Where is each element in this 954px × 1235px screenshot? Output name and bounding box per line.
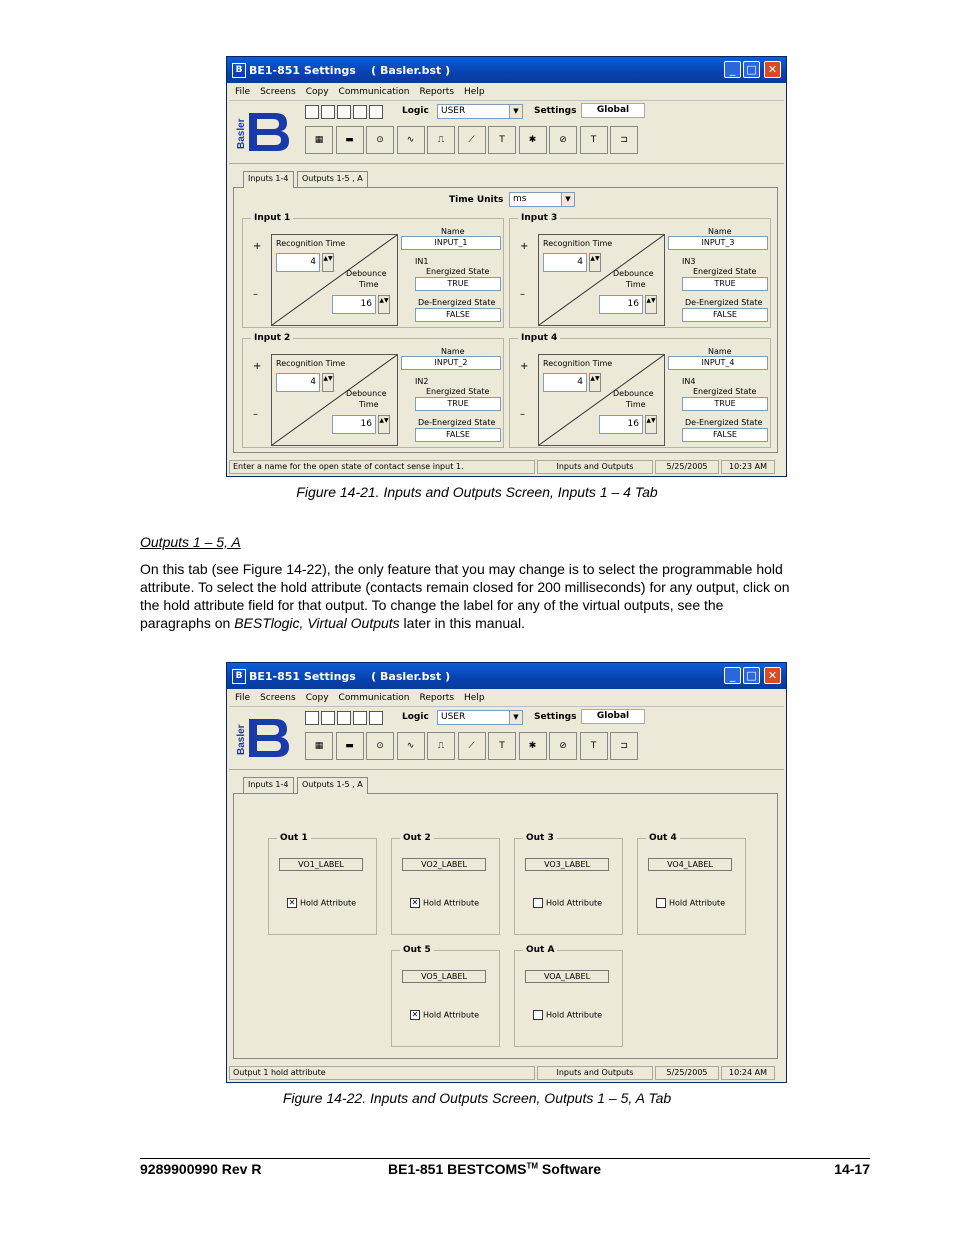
output-label-field: VO3_LABEL <box>525 858 609 871</box>
menu-item-communication[interactable]: Communication <box>338 693 410 703</box>
spin-arrows-icon[interactable]: ▲▼ <box>378 295 390 314</box>
control-icon[interactable]: ⟋ <box>458 126 486 154</box>
reporting-icon[interactable]: ✱ <box>519 126 547 154</box>
basler-logo <box>235 715 293 759</box>
brand-name: Basler <box>236 724 247 755</box>
deenergized-state-field[interactable]: FALSE <box>415 308 501 322</box>
hold-attribute-checkbox[interactable] <box>287 898 356 908</box>
plus-terminal: + <box>520 361 529 372</box>
output-group <box>268 833 377 935</box>
footer-title <box>388 1161 601 1177</box>
name-label: Name <box>708 227 732 236</box>
window-title: BE1-851 Settings ( Basler.bst ) <box>249 64 451 77</box>
hold-attribute-checkbox[interactable] <box>410 898 479 908</box>
status-screen: Inputs and Outputs <box>537 1066 653 1080</box>
debounce-label: Debounce <box>613 269 654 278</box>
input-id-label: IN2 <box>415 377 429 386</box>
deenergized-state-field[interactable]: FALSE <box>682 428 768 442</box>
status-bar <box>229 460 784 474</box>
properties-icon[interactable] <box>369 711 383 725</box>
control-icon[interactable]: ⟋ <box>458 732 486 760</box>
inputs-outputs-icon[interactable]: ⊘ <box>549 126 577 154</box>
status-time: 10:24 AM <box>721 1066 775 1080</box>
output-group-title: Out 4 <box>646 833 680 843</box>
inputs-outputs-icon[interactable]: ⊘ <box>549 732 577 760</box>
input-group <box>509 213 771 328</box>
timers-icon[interactable]: T <box>488 126 516 154</box>
menu-item-screens[interactable]: Screens <box>260 87 296 97</box>
debounce-time-value[interactable]: 16 <box>332 415 376 434</box>
window-title: BE1-851 Settings ( Basler.bst ) <box>249 670 451 683</box>
recognition-time-spinner[interactable] <box>543 373 601 392</box>
paragraph-line <box>140 614 870 632</box>
output-group-title: Out 2 <box>400 833 434 843</box>
debounce-label: Debounce <box>346 269 387 278</box>
checkbox-box-icon[interactable] <box>533 898 543 908</box>
save-icon[interactable] <box>337 105 351 119</box>
basler-b-mark <box>249 719 289 757</box>
status-message: Output 1 hold attribute <box>229 1066 535 1080</box>
hold-attribute-label: Hold Attribute <box>546 898 603 908</box>
spin-arrows-icon[interactable]: ▲▼ <box>645 415 657 434</box>
title-bar[interactable] <box>227 663 786 689</box>
minus-terminal: – <box>520 289 525 300</box>
recognition-time-label: Recognition Time <box>276 359 346 368</box>
output-group <box>391 833 500 935</box>
spin-arrows-icon[interactable]: ▲▼ <box>378 415 390 434</box>
spin-arrows-icon[interactable]: ▲▼ <box>322 253 334 272</box>
protection-icon[interactable]: ∿ <box>397 732 425 760</box>
spin-arrows-icon[interactable]: ▲▼ <box>589 373 601 392</box>
save-icon[interactable] <box>337 711 351 725</box>
name-label: Name <box>708 347 732 356</box>
name-label: Name <box>441 347 465 356</box>
open-folder-icon[interactable] <box>321 711 335 725</box>
recognition-time-value[interactable]: 4 <box>276 373 320 392</box>
input-diagram <box>538 354 665 446</box>
recognition-time-label: Recognition Time <box>543 239 613 248</box>
maximize-icon[interactable]: □ <box>743 667 760 684</box>
name-label: Name <box>441 227 465 236</box>
figure-caption-2: Figure 14-22. Inputs and Outputs Screen, Outputs 1 – 5, A Tab <box>282 1090 672 1106</box>
recognition-time-spinner[interactable] <box>543 253 601 272</box>
reporting-icon[interactable]: ✱ <box>519 732 547 760</box>
protection-icon[interactable]: ∿ <box>397 126 425 154</box>
new-file-icon[interactable] <box>305 105 319 119</box>
output-group <box>514 945 623 1047</box>
deenergized-state-label: De-Energized State <box>685 298 763 307</box>
app-logo-icon: B <box>232 63 246 78</box>
paragraph-line: On this tab (see Figure 14-22), the only feature that you may change is to select the programmable hold <box>140 561 783 577</box>
menu-bar <box>229 690 784 707</box>
minus-terminal: – <box>253 409 258 420</box>
debounce-time-spinner[interactable] <box>332 415 390 434</box>
tab-outputs[interactable]: Outputs 1-5 , A <box>297 777 368 794</box>
virtual-switch-icon[interactable]: T <box>580 732 608 760</box>
energized-state-label: Energized State <box>693 387 757 396</box>
paragraph-text: paragraphs on <box>140 615 235 631</box>
input-diagram <box>538 234 665 326</box>
output-label-field: VOA_LABEL <box>525 970 609 983</box>
hold-attribute-label: Hold Attribute <box>423 898 480 908</box>
input-group <box>509 333 771 448</box>
paragraph-text: later in this manual. <box>399 615 525 631</box>
menu-item-help[interactable]: Help <box>464 87 485 97</box>
time-units-value: ms <box>513 194 527 204</box>
title-bar[interactable] <box>227 57 786 83</box>
menu-bar <box>229 84 784 101</box>
dropdown-arrow-icon[interactable]: ▼ <box>509 105 522 118</box>
debounce-time-label: Time <box>626 280 646 289</box>
debounce-time-value[interactable]: 16 <box>599 415 643 434</box>
checkbox-box-icon[interactable] <box>656 898 666 908</box>
timers-icon[interactable]: T <box>488 732 516 760</box>
output-group-title: Out 1 <box>277 833 311 843</box>
breaker-icon[interactable]: ⎍ <box>427 126 455 154</box>
menu-item-communication[interactable]: Communication <box>338 87 410 97</box>
print-icon[interactable] <box>353 105 367 119</box>
paragraph-italic-reference: BESTlogic, Virtual Outputs <box>234 615 400 631</box>
checkbox-box-icon[interactable]: ✕ <box>288 898 296 907</box>
debounce-label: Debounce <box>613 389 654 398</box>
debounce-time-value[interactable]: 16 <box>332 295 376 314</box>
deenergized-state-field[interactable]: FALSE <box>415 428 501 442</box>
hold-attribute-label: Hold Attribute <box>546 1010 603 1020</box>
footer-title-suffix: Software <box>538 1161 602 1177</box>
hold-attribute-label: Hold Attribute <box>423 1010 480 1020</box>
deenergized-state-label: De-Energized State <box>418 418 496 427</box>
checkbox-box-icon[interactable]: ✕ <box>411 1010 419 1019</box>
maximize-icon[interactable]: □ <box>743 61 760 78</box>
recognition-time-value[interactable]: 4 <box>543 253 587 272</box>
output-group-title: Out 3 <box>523 833 557 843</box>
sensing-input-icon[interactable]: ⊙ <box>366 126 394 154</box>
settings-window-inputs <box>226 56 787 477</box>
hold-attribute-checkbox[interactable] <box>410 1010 479 1020</box>
hold-attribute-checkbox[interactable] <box>656 898 725 908</box>
tab-outputs[interactable]: Outputs 1-5 , A <box>297 171 368 187</box>
debounce-time-spinner[interactable] <box>332 295 390 314</box>
recognition-time-spinner[interactable] <box>276 373 334 392</box>
spin-arrows-icon[interactable]: ▲▼ <box>322 373 334 392</box>
input-group-title: Input 2 <box>251 333 293 343</box>
status-bar <box>229 1066 784 1080</box>
spin-arrows-icon[interactable]: ▲▼ <box>645 295 657 314</box>
energized-state-label: Energized State <box>693 267 757 276</box>
spin-arrows-icon[interactable]: ▲▼ <box>589 253 601 272</box>
logic-value: USER <box>441 106 466 116</box>
properties-icon[interactable] <box>369 105 383 119</box>
new-file-icon[interactable] <box>305 711 319 725</box>
toolbar <box>229 707 784 770</box>
output-label-field: VO2_LABEL <box>402 858 486 871</box>
output-label-field: VO4_LABEL <box>648 858 732 871</box>
global-settings-tab[interactable]: Global <box>581 103 645 118</box>
debounce-time-label: Time <box>359 280 379 289</box>
plus-terminal: + <box>520 241 529 252</box>
menu-item-file[interactable]: File <box>235 693 251 703</box>
input-name-field[interactable]: INPUT_2 <box>401 356 501 370</box>
bestlogic-icon[interactable]: ⊐ <box>610 732 638 760</box>
hold-attribute-label: Hold Attribute <box>669 898 726 908</box>
checkbox-box-icon[interactable]: ✕ <box>411 898 419 907</box>
hold-attribute-label: Hold Attribute <box>300 898 357 908</box>
debounce-time-label: Time <box>359 400 379 409</box>
inputs-tab-panel <box>233 187 778 453</box>
tab-inputs[interactable]: Inputs 1-4 <box>243 171 294 188</box>
status-date: 5/25/2005 <box>655 460 719 474</box>
virtual-switch-icon[interactable]: T <box>580 126 608 154</box>
global-settings-tab[interactable]: Global <box>581 709 645 724</box>
settings-label: Settings <box>534 106 577 116</box>
energized-state-label: Energized State <box>426 267 490 276</box>
minimize-icon[interactable]: _ <box>724 667 741 684</box>
debounce-time-spinner[interactable] <box>599 415 657 434</box>
recognition-time-spinner[interactable] <box>276 253 334 272</box>
minimize-icon[interactable]: _ <box>724 61 741 78</box>
output-group <box>391 945 500 1047</box>
status-time: 10:23 AM <box>721 460 775 474</box>
logic-label: Logic <box>402 712 429 722</box>
general-settings-icon[interactable]: ▦ <box>305 732 333 760</box>
status-date: 5/25/2005 <box>655 1066 719 1080</box>
minus-terminal: – <box>520 409 525 420</box>
input-group <box>242 333 504 448</box>
recognition-time-label: Recognition Time <box>276 239 346 248</box>
deenergized-state-label: De-Energized State <box>685 418 763 427</box>
energized-state-field[interactable]: TRUE <box>415 397 501 411</box>
recognition-time-value[interactable]: 4 <box>543 373 587 392</box>
plus-terminal: + <box>253 361 262 372</box>
input-id-label: IN4 <box>682 377 696 386</box>
menu-item-file[interactable]: File <box>235 87 251 97</box>
outputs-tab-panel <box>233 793 778 1059</box>
status-message: Enter a name for the open state of contact sense input 1. <box>229 460 535 474</box>
resize-grip-icon[interactable] <box>777 1066 784 1080</box>
basler-logo <box>235 109 293 153</box>
bestlogic-icon[interactable]: ⊐ <box>610 126 638 154</box>
deenergized-state-label: De-Energized State <box>418 298 496 307</box>
hold-attribute-checkbox[interactable] <box>533 1010 602 1020</box>
logic-select[interactable] <box>437 710 523 725</box>
input-group-title: Input 4 <box>518 333 560 343</box>
input-id-label: IN1 <box>415 257 429 266</box>
output-label-field: VO5_LABEL <box>402 970 486 983</box>
output-group-title: Out 5 <box>400 945 434 955</box>
print-icon[interactable] <box>353 711 367 725</box>
input-diagram <box>271 354 398 446</box>
tab-inputs[interactable]: Inputs 1-4 <box>243 777 294 793</box>
debounce-label: Debounce <box>346 389 387 398</box>
logic-label: Logic <box>402 106 429 116</box>
toolbar <box>229 101 784 164</box>
communications-icon[interactable]: ▬ <box>336 126 364 154</box>
menu-item-reports[interactable]: Reports <box>419 693 455 703</box>
input-id-label: IN3 <box>682 257 696 266</box>
close-icon[interactable]: ✕ <box>764 667 781 684</box>
dropdown-arrow-icon[interactable]: ▼ <box>561 193 574 206</box>
settings-label: Settings <box>534 712 577 722</box>
paragraph-line: attribute. To select the hold attribute (contacts remain closed for 200 milliseconds) for any output, click on <box>140 579 790 595</box>
app-logo-icon: B <box>232 669 246 684</box>
brand-name: Basler <box>236 118 247 149</box>
logic-select[interactable] <box>437 104 523 119</box>
energized-state-field[interactable]: TRUE <box>682 277 768 291</box>
input-diagram <box>271 234 398 326</box>
resize-grip-icon[interactable] <box>777 460 784 474</box>
menu-item-reports[interactable]: Reports <box>419 87 455 97</box>
time-units-select[interactable] <box>509 192 575 207</box>
energized-state-field[interactable]: TRUE <box>415 277 501 291</box>
hold-attribute-checkbox[interactable] <box>533 898 602 908</box>
input-name-field[interactable]: INPUT_3 <box>668 236 768 250</box>
settings-window-outputs <box>226 662 787 1083</box>
output-group <box>514 833 623 935</box>
menu-item-help[interactable]: Help <box>464 693 485 703</box>
menu-item-copy[interactable]: Copy <box>305 693 329 703</box>
footer-page-number: 14-17 <box>834 1161 870 1177</box>
debounce-time-value[interactable]: 16 <box>599 295 643 314</box>
dropdown-arrow-icon[interactable]: ▼ <box>509 711 522 724</box>
energized-state-field[interactable]: TRUE <box>682 397 768 411</box>
plus-terminal: + <box>253 241 262 252</box>
status-screen: Inputs and Outputs <box>537 460 653 474</box>
paragraph-line: the hold attribute field for that output. To change the label for any of the virtual outputs, see the <box>140 597 724 613</box>
footer-trademark: TM <box>526 1161 539 1171</box>
menu-item-copy[interactable]: Copy <box>305 87 329 97</box>
figure-caption-1: Figure 14-21. Inputs and Outputs Screen, Inputs 1 – 4 Tab <box>296 484 658 500</box>
sensing-input-icon[interactable]: ⊙ <box>366 732 394 760</box>
breaker-icon[interactable]: ⎍ <box>427 732 455 760</box>
body-paragraph <box>140 560 870 632</box>
deenergized-state-field[interactable]: FALSE <box>682 308 768 322</box>
input-name-field[interactable]: INPUT_1 <box>401 236 501 250</box>
output-label-field: VO1_LABEL <box>279 858 363 871</box>
open-folder-icon[interactable] <box>321 105 335 119</box>
input-group <box>242 213 504 328</box>
close-icon[interactable]: ✕ <box>764 61 781 78</box>
input-group-title: Input 3 <box>518 213 560 223</box>
menu-item-screens[interactable]: Screens <box>260 693 296 703</box>
checkbox-box-icon[interactable] <box>533 1010 543 1020</box>
section-heading: Outputs 1 – 5, A <box>140 534 241 550</box>
recognition-time-value[interactable]: 4 <box>276 253 320 272</box>
page-footer <box>140 1158 870 1183</box>
footer-title-text: BE1-851 BESTCOMS <box>388 1161 527 1177</box>
recognition-time-label: Recognition Time <box>543 359 613 368</box>
communications-icon[interactable]: ▬ <box>336 732 364 760</box>
minus-terminal: – <box>253 289 258 300</box>
input-group-title: Input 1 <box>251 213 293 223</box>
debounce-time-label: Time <box>626 400 646 409</box>
logic-value: USER <box>441 712 466 722</box>
output-group <box>637 833 746 935</box>
time-units-label: Time Units <box>449 195 504 205</box>
debounce-time-spinner[interactable] <box>599 295 657 314</box>
general-settings-icon[interactable]: ▦ <box>305 126 333 154</box>
input-name-field[interactable]: INPUT_4 <box>668 356 768 370</box>
basler-b-mark <box>249 113 289 151</box>
output-group-title: Out A <box>523 945 557 955</box>
footer-doc-number: 9289900990 Rev R <box>140 1161 262 1177</box>
energized-state-label: Energized State <box>426 387 490 396</box>
